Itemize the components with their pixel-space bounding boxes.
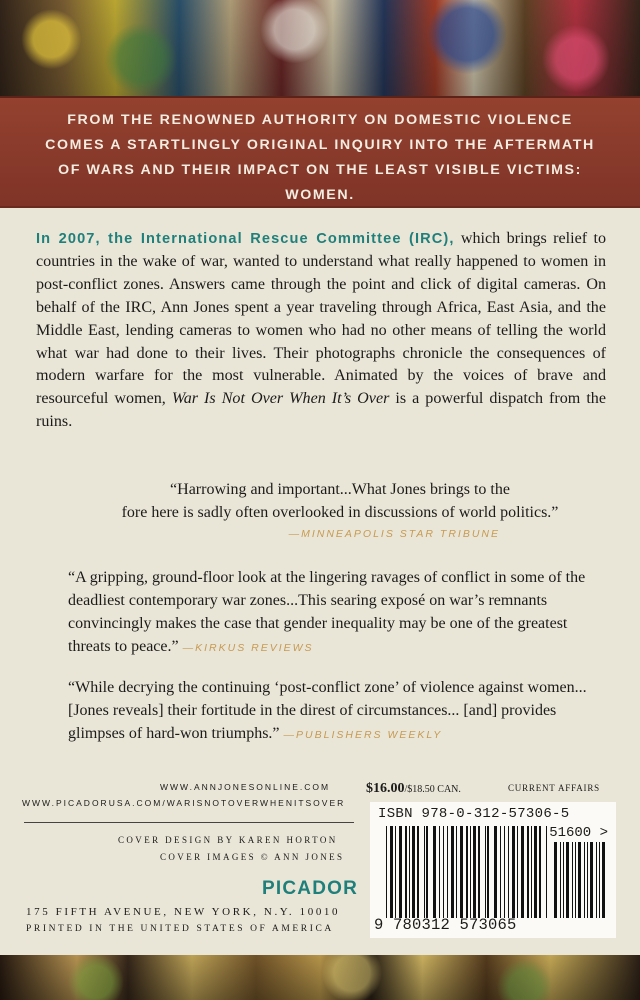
quote-1-source: —MINNEAPOLIS STAR TRIBUNE xyxy=(288,528,500,540)
barcode-panel xyxy=(370,802,616,938)
quote-1-line-1: “Harrowing and important...What Jones brings to the xyxy=(170,481,510,498)
quote-1-line-2: fore here is sadly often overlooked in discussions of world politics.” xyxy=(121,504,559,521)
publisher-logo: PICADOR xyxy=(262,878,359,899)
review-quote-3 xyxy=(68,676,598,747)
review-quote-1 xyxy=(105,478,575,546)
quote-3-text: “While decrying the continuing ‘post-conflict zone’ of violence against women...[Jones reveals] their fortitude in the direst of circumstances... [and] provides glimpses of hard-won triumphs.” xyxy=(68,679,587,742)
cover-design-credit: COVER DESIGN BY KAREN HORTON xyxy=(118,835,338,845)
isbn-number: ISBN 978-0-312-57306-5 xyxy=(378,806,570,822)
price-us: $16.00 xyxy=(366,781,405,796)
price xyxy=(366,780,461,797)
category-label: CURRENT AFFAIRS xyxy=(508,783,600,793)
description-body-1: which brings relief to countries in the wake of war, wanted to understand what really happened to women in post-conflict zones. Answers came through the point and click of digital cameras. On behalf of the IRC, Ann Jones spent a year traveling through Africa, East Asia, and the Middle East, lending cameras to women who had no other means of telling the world what war had done to their lives. Their photographs chronicle the consequences of modern warfare for the most vulnerable. Animated by the voices of brave and resourceful women, xyxy=(36,230,606,408)
review-quote-2 xyxy=(68,566,588,660)
description-body-2: is a powerful dispatch from the ruins. xyxy=(36,390,606,431)
description-lead: In 2007, the International Rescue Committee (IRC), xyxy=(36,231,455,247)
price-can: /$18.50 CAN. xyxy=(404,784,461,795)
publisher-address: 175 FIFTH AVENUE, NEW YORK, N.Y. 10010 xyxy=(26,906,341,918)
isbn-barcode xyxy=(386,826,550,918)
quote-2-text: “A gripping, ground-floor look at the lingering ravages of conflict in some of the deadliest contemporary war zones...This searing exposé on war’s remnants convincingly makes the case that gender inequality may be one of the greatest threats to peace.” xyxy=(68,569,586,655)
tagline-banner xyxy=(0,96,640,208)
cover-photo-top xyxy=(0,0,640,98)
footer-divider xyxy=(24,822,354,823)
printed-in: PRINTED IN THE UNITED STATES OF AMERICA xyxy=(26,924,334,934)
quote-3-source: —PUBLISHERS WEEKLY xyxy=(283,729,443,741)
author-website: WWW.ANNJONESONLINE.COM xyxy=(160,782,331,792)
tagline-text: FROM THE RENOWNED AUTHORITY ON DOMESTIC VIOLENCE COMES A STARTLINGLY ORIGINAL INQUIRY INTO THE AFTERMATH OF WARS AND THEIR IMPACT ON THE LEAST VISIBLE VICTIMS: WOMEN. xyxy=(45,112,595,203)
cover-images-credit: COVER IMAGES © ANN JONES xyxy=(160,852,345,862)
book-title-italic: War Is Not Over When It’s Over xyxy=(171,390,390,408)
quote-2-source: —KIRKUS REVIEWS xyxy=(182,642,314,654)
price-barcode xyxy=(554,842,606,918)
barcode-digits: 9 780312 573065 xyxy=(374,916,517,934)
price-addon-number: 51600 > xyxy=(549,825,608,841)
cover-photo-bottom xyxy=(0,955,640,1000)
book-description xyxy=(36,228,606,434)
publisher-website: WWW.PICADORUSA.COM/WARISNOTOVERWHENITSOVER xyxy=(22,798,346,808)
